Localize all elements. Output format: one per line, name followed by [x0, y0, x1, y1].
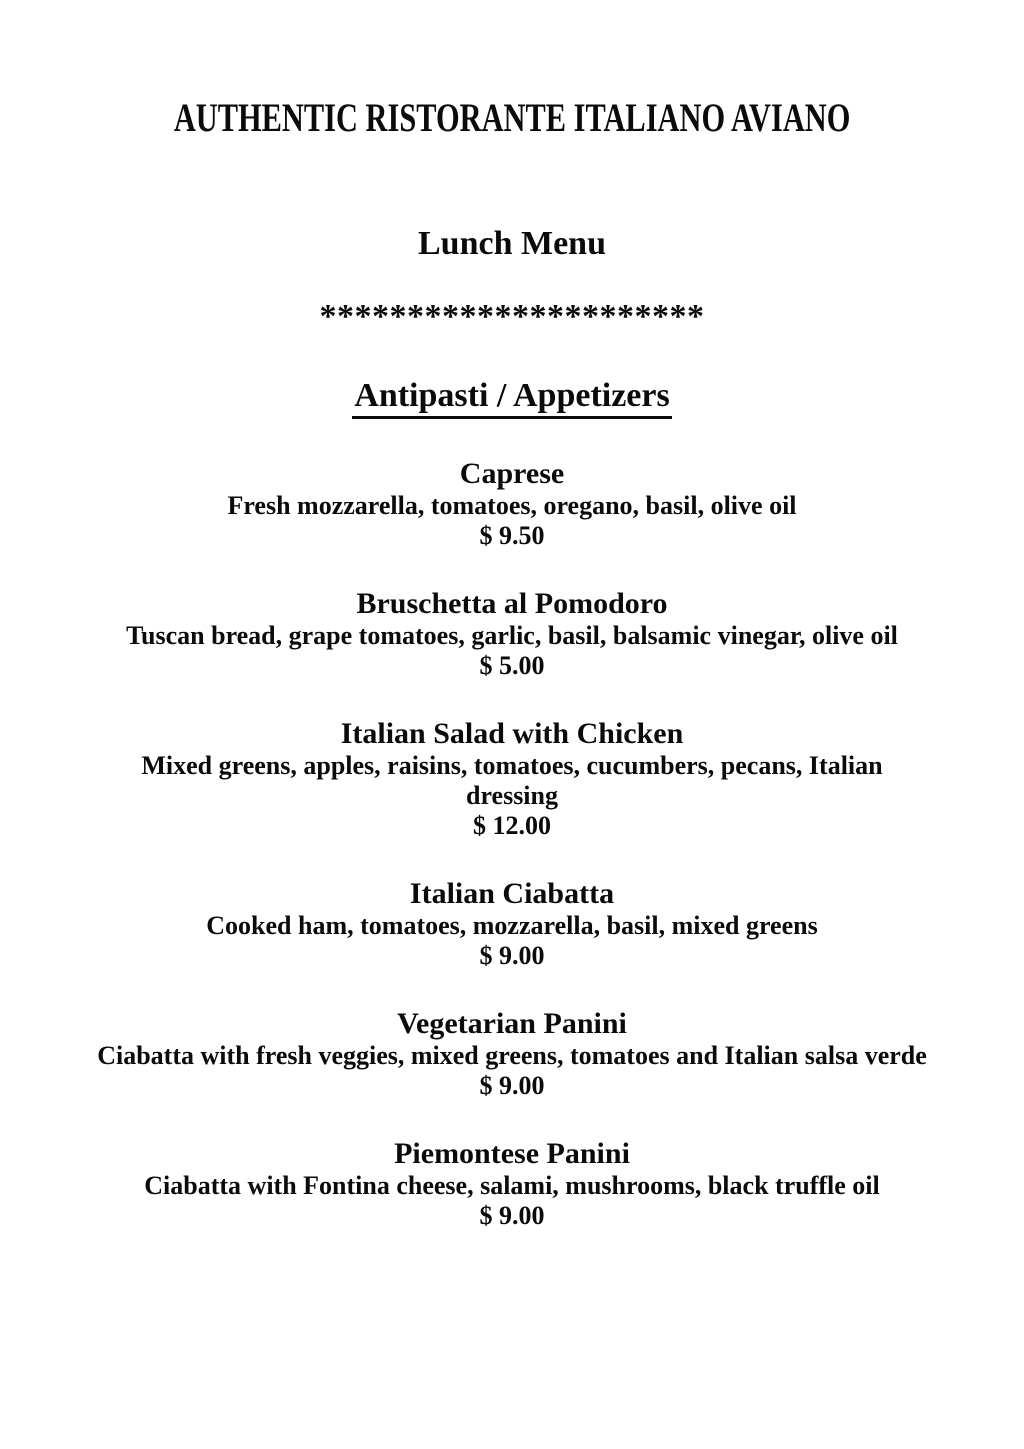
menu-items [0, 457, 1024, 1231]
item-description: Ciabatta with Fontina cheese, salami, mushrooms, black truffle oil [144, 1171, 880, 1200]
item-description: Ciabatta with fresh veggies, mixed greens, tomatoes and Italian salsa verde [97, 1041, 927, 1070]
menu-title: Lunch Menu [418, 225, 606, 262]
restaurant-title [0, 96, 1024, 140]
restaurant-title-text: AUTHENTIC RISTORANTE ITALIANO AVIANO [173, 95, 851, 140]
asterisk-divider: ********************** [319, 298, 705, 335]
item-name: Italian Salad with Chicken [340, 717, 684, 750]
item-name: Piemontese Panini [394, 1137, 630, 1170]
item-name: Vegetarian Panini [397, 1007, 627, 1040]
item-price: $ 9.00 [479, 1201, 545, 1230]
item-description: Cooked ham, tomatoes, mozzarella, basil, mixed greens [206, 911, 818, 940]
menu-item [0, 457, 1024, 551]
item-price: $ 9.50 [479, 521, 545, 550]
menu-item [0, 1007, 1024, 1101]
item-description: Mixed greens, apples, raisins, tomatoes, cucumbers, pecans, Italian dressing [141, 751, 883, 810]
section-heading [0, 376, 1024, 419]
item-name: Bruschetta al Pomodoro [356, 587, 668, 620]
menu-item [0, 1137, 1024, 1231]
item-price: $ 9.00 [479, 941, 545, 970]
menu-item [0, 877, 1024, 971]
item-price: $ 12.00 [473, 811, 551, 840]
item-name: Caprese [459, 457, 565, 490]
item-description: Tuscan bread, grape tomatoes, garlic, basil, balsamic vinegar, olive oil [126, 621, 898, 650]
section-heading-text: Antipasti / Appetizers [352, 376, 671, 419]
item-name: Italian Ciabatta [409, 877, 615, 910]
item-description: Fresh mozzarella, tomatoes, oregano, basil, olive oil [227, 491, 797, 520]
item-price: $ 5.00 [479, 651, 545, 680]
menu-item [0, 587, 1024, 681]
item-price: $ 9.00 [479, 1071, 545, 1100]
menu-item [0, 717, 1024, 841]
